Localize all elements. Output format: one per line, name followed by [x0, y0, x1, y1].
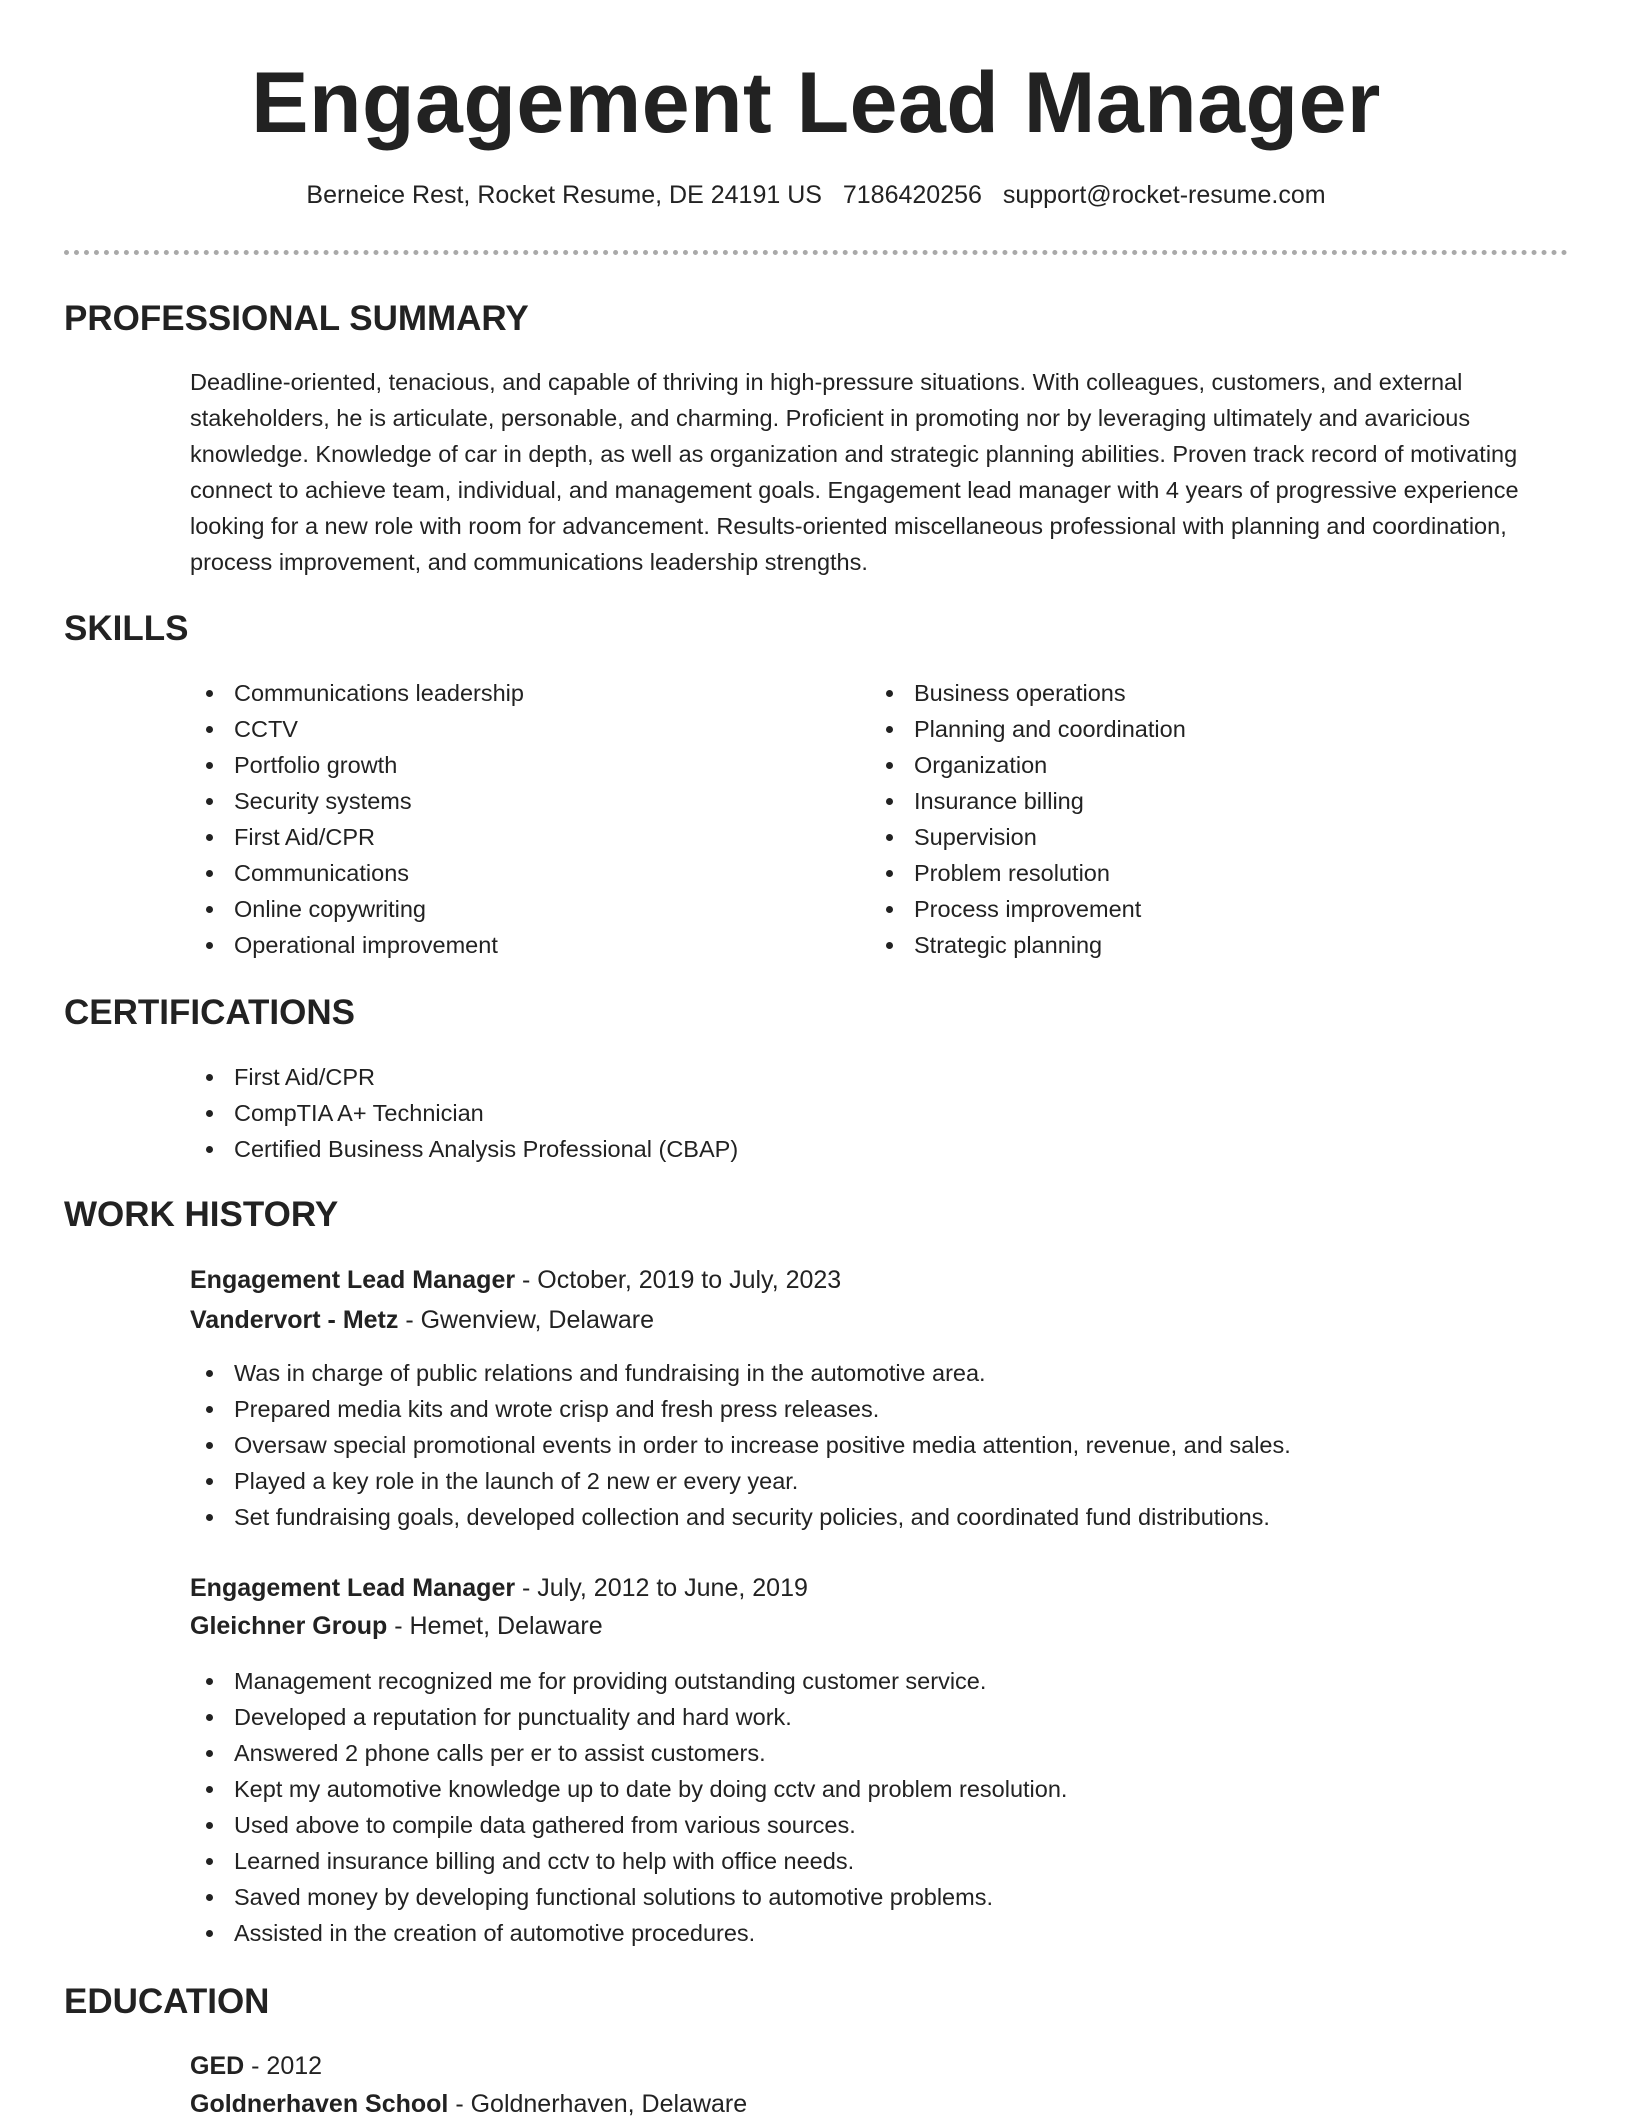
contact-email: support@rocket-resume.com [1002, 181, 1326, 209]
certification-item: Certified Business Analysis Professional (CBAP) [190, 1131, 1490, 1167]
header-divider [64, 250, 1568, 255]
skill-item: Online copywriting [190, 891, 810, 927]
job-bullet: Management recognized me for providing outstanding customer service. [190, 1663, 1560, 1699]
certification-item: CompTIA A+ Technician [190, 1095, 1490, 1131]
skill-item: Security systems [190, 783, 810, 819]
education-school: Goldnerhaven School [190, 2090, 449, 2118]
job-dates: - July, 2012 to June, 2019 [522, 1574, 808, 1602]
job-role: Engagement Lead Manager [190, 1574, 516, 1602]
skills-list-left [190, 675, 810, 963]
job-bullet: Kept my automotive knowledge up to date by doing cctv and problem resolution. [190, 1771, 1560, 1807]
skill-item: Organization [870, 747, 1490, 783]
skill-item: Supervision [870, 819, 1490, 855]
skill-item: Portfolio growth [190, 747, 810, 783]
education-school-line [190, 2086, 747, 2122]
skill-item: Strategic planning [870, 927, 1490, 963]
job-bullet: Learned insurance billing and cctv to help with office needs. [190, 1843, 1560, 1879]
job-bullet: Saved money by developing functional solutions to automotive problems. [190, 1879, 1560, 1915]
job-company: Gleichner Group [190, 1612, 388, 1640]
skill-item: CCTV [190, 711, 810, 747]
contact-phone: 7186420256 [842, 181, 982, 209]
job-title-line [190, 1570, 808, 1606]
contact-address: Berneice Rest, Rocket Resume, DE 24191 US [306, 181, 822, 209]
skills-list-right [870, 675, 1490, 963]
job-bullet: Used above to compile data gathered from various sources. [190, 1807, 1560, 1843]
job-bullet: Developed a reputation for punctuality and hard work. [190, 1699, 1560, 1735]
job-company-line [190, 1302, 654, 1338]
job-bullets [190, 1663, 1560, 1951]
skill-item: Business operations [870, 675, 1490, 711]
resume-name: Engagement Lead Manager [251, 55, 1381, 151]
education-location: - Goldnerhaven, Delaware [455, 2090, 748, 2118]
skill-item: Problem resolution [870, 855, 1490, 891]
job-bullet: Set fundraising goals, developed collection and security policies, and coordinated fund distributions. [190, 1499, 1560, 1535]
job-bullet: Played a key role in the launch of 2 new er every year. [190, 1463, 1560, 1499]
job-dates: - October, 2019 to July, 2023 [522, 1266, 842, 1294]
skill-item: Planning and coordination [870, 711, 1490, 747]
skill-item: Process improvement [870, 891, 1490, 927]
job-location: - Gwenview, Delaware [405, 1306, 655, 1334]
skills-heading: SKILLS [64, 609, 189, 648]
job-title-line [190, 1262, 841, 1298]
skill-item: Communications leadership [190, 675, 810, 711]
job-location: - Hemet, Delaware [394, 1612, 603, 1640]
job-bullet: Prepared media kits and wrote crisp and fresh press releases. [190, 1391, 1560, 1427]
job-bullets [190, 1355, 1560, 1535]
certifications-heading: CERTIFICATIONS [64, 993, 356, 1032]
job-bullet: Assisted in the creation of automotive procedures. [190, 1915, 1560, 1951]
education-heading: EDUCATION [64, 1982, 270, 2021]
skill-item: Operational improvement [190, 927, 810, 963]
work-history-heading: WORK HISTORY [64, 1195, 339, 1234]
job-company-line [190, 1608, 603, 1644]
job-bullet: Was in charge of public relations and fundraising in the automotive area. [190, 1355, 1560, 1391]
certification-item: First Aid/CPR [190, 1059, 1490, 1095]
contact-line [0, 180, 1632, 210]
job-company: Vandervort - Metz [190, 1306, 399, 1334]
education-year: - 2012 [251, 2052, 323, 2080]
job-role: Engagement Lead Manager [190, 1266, 516, 1294]
summary-text: Deadline-oriented, tenacious, and capable of thriving in high-pressure situations. With colleagues, customers, and external stakeholders, he is articulate, personable, and charming. Proficient in promoting nor by leveraging ultimately and avaricious knowledge. Knowledge of car in depth, as well as organization and strategic planning abilities. Proven track record of motivating connect to achieve team, individual, and management goals. Engagement lead manager with 4 years of progressive experience looking for a new role with room for advancement. Results-oriented miscellaneous professional with planning and coordination, process improvement, and communications leadership strengths. [190, 369, 1519, 575]
job-bullet: Answered 2 phone calls per er to assist customers. [190, 1735, 1560, 1771]
skill-item: Communications [190, 855, 810, 891]
summary-heading: PROFESSIONAL SUMMARY [64, 299, 529, 338]
education-degree-line [190, 2048, 322, 2084]
skill-item: Insurance billing [870, 783, 1490, 819]
certifications-list [190, 1059, 1490, 1167]
skill-item: First Aid/CPR [190, 819, 810, 855]
job-bullet: Oversaw special promotional events in order to increase positive media attention, revenue, and sales. [190, 1427, 1560, 1463]
education-degree: GED [190, 2052, 245, 2080]
